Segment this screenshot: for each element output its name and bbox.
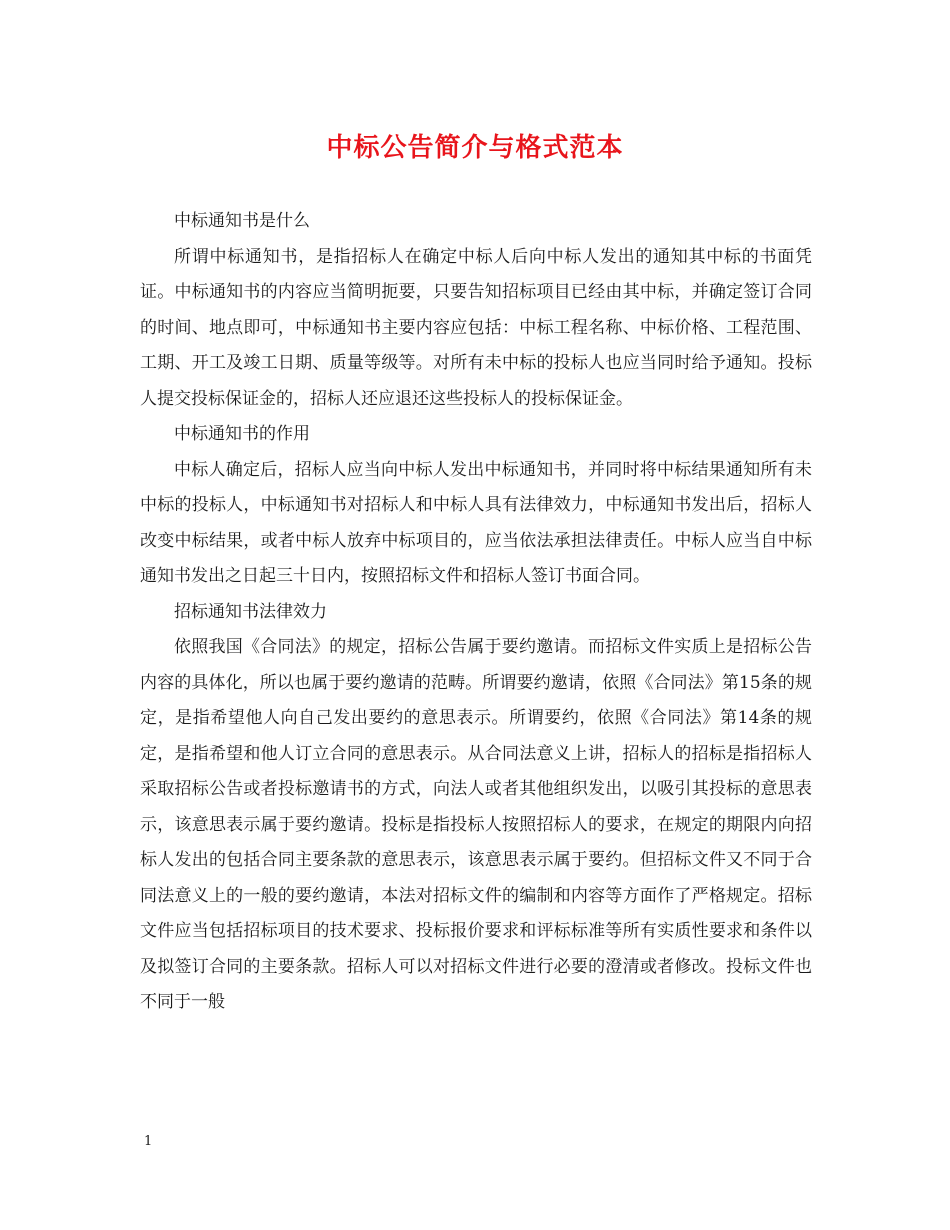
page-number: 1 — [144, 1134, 153, 1149]
document-body — [140, 204, 812, 1021]
section-heading: 中标通知书的作用 — [174, 424, 310, 444]
section-paragraph: 中标人确定后，招标人应当向中标人发出中标通知书，并同时将中标结果通知所有未中标的投标人，中标通知书对招标人和中标人具有法律效力，中标通知书发出后，招标人改变中标结果，或者中标人放弃中标项目的，应当依法承担法律责任。中标人应当自中标通知书发出之日起三十日内，按照招标文件和招标人签订书面合同。 — [140, 459, 812, 586]
section-paragraph: 依照我国《合同法》的规定，招标公告属于要约邀请。而招标文件实质上是招标公告内容的具体化，所以也属于要约邀请的范畴。所谓要约邀请，依照《合同法》第15条的规定，是指希望他人向自己发出要约的意思表示。所谓要约，依照《合同法》第14条的规定，是指希望和他人订立合同的意思表示。从合同法意义上讲，招标人的招标是指招标人采取招标公告或者投标邀请书的方式，向法人或者其他组织发出，以吸引其投标的意思表示，该意思表示属于要约邀请。投标是指投标人按照招标人的要求，在规定的期限内向招标人发出的包括合同主要条款的意思表示，该意思表示属于要约。但招标文件又不同于合同法意义上的一般的要约邀请，本法对招标文件的编制和内容等方面作了严格规定。招标文件应当包括招标项目的技术要求、投标报价要求和评标标准等所有实质性要求和条件以及拟签订合同的主要条款。招标人可以对招标文件进行必要的澄清或者修改。投标文件也不同于一般 — [140, 637, 812, 1012]
section-paragraph: 所谓中标通知书，是指招标人在确定中标人后向中标人发出的通知其中标的书面凭证。中标通知书的内容应当简明扼要，只要告知招标项目已经由其中标，并确定签订合同的时间、地点即可，中标通知书主要内容应包括：中标工程名称、中标价格、工程范围、工期、开工及竣工日期、质量等级等。对所有未中标的投标人也应当同时给予通知。投标人提交投标保证金的，招标人还应退还这些投标人的投标保证金。 — [140, 246, 812, 409]
section-heading: 招标通知书法律效力 — [174, 601, 327, 622]
section-heading: 中标通知书是什么 — [174, 211, 310, 231]
document-title: 中标公告简介与格式范本 — [326, 133, 624, 163]
